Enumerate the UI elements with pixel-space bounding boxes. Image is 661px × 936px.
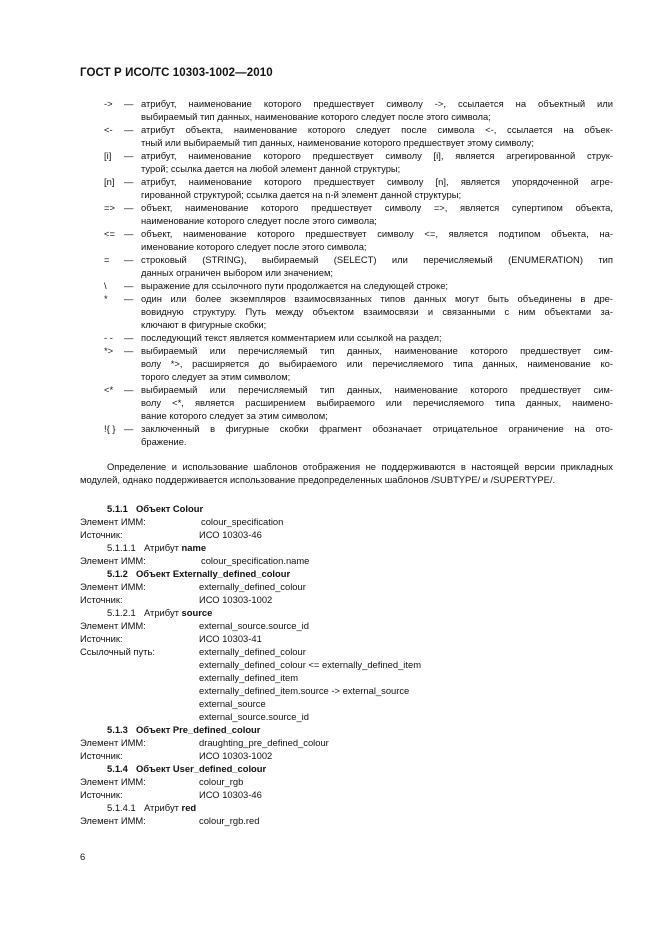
- definition-item: [0, 201, 661, 227]
- mapping-key: Источник:: [80, 594, 123, 605]
- mapping-value: draughting_pre_defined_colour: [199, 737, 329, 748]
- definition-line: волу <*, является расширением выбираемого или перечисляемого типа данных, наимено-: [141, 397, 613, 408]
- definition-line: наименование которого следует после этого символа;: [141, 215, 377, 226]
- section-title: [136, 723, 260, 736]
- definition-dash: —: [124, 254, 134, 265]
- definition-symbol: =: [104, 254, 110, 265]
- definition-item: [0, 331, 661, 344]
- section-kind: Объект: [136, 503, 171, 514]
- definition-item: [0, 383, 661, 422]
- mapping-value: external_source: [199, 698, 266, 709]
- mapping-row: [0, 619, 661, 632]
- mapping-row: [0, 632, 661, 645]
- definition-text: [141, 175, 613, 201]
- mapping-row: [0, 554, 661, 567]
- section-kind: Объект: [136, 724, 171, 735]
- definition-line: тный или выбираемый тип данных, наименование которого предшествует этому символу;: [141, 137, 535, 148]
- mapping-value: externally_defined_item: [199, 672, 299, 683]
- mapping-row: [0, 515, 661, 528]
- mapping-key: Ссылочный путь:: [80, 646, 155, 657]
- definition-symbol: - -: [104, 332, 113, 343]
- definition-symbol: [i]: [104, 150, 112, 161]
- definition-line: данных ограничен выбором или значением;: [141, 267, 334, 278]
- section-kind: Атрибут: [144, 542, 179, 553]
- section-heading: [0, 723, 661, 736]
- section-kind: Объект: [136, 763, 171, 774]
- definition-line: выражение для ссылочного пути продолжается на следующей строке;: [141, 280, 449, 291]
- mapping-value: external_source.source_id: [199, 620, 309, 631]
- definition-line: атрибут объекта, наименование которого следует после символа <-, ссылается на объек-: [141, 124, 613, 135]
- definition-line: объект, наименование которого предшествует символу <=, является подтипом объекта, на-: [141, 228, 613, 239]
- definition-dash: —: [124, 124, 134, 135]
- section-number: 5.1.2.1: [107, 607, 136, 618]
- mapping-value: colour_specification.name: [201, 555, 310, 566]
- definition-item: [0, 123, 661, 149]
- section-name: name: [181, 542, 207, 553]
- definition-item: [0, 279, 661, 292]
- definition-line: выбираемый или перечисляемый тип данных, наименование которого предшествует сим-: [141, 345, 613, 356]
- mapping-value: colour_rgb: [199, 776, 244, 787]
- definition-line: один или более экземпляров взаимосвязанных типов данных могут быть объединены в дре-: [141, 293, 613, 304]
- section-name: User_defined_colour: [172, 763, 267, 774]
- mapping-row: [0, 736, 661, 749]
- definition-dash: —: [124, 228, 134, 239]
- section-title: [136, 502, 203, 515]
- mapping-key: Элемент ИММ:: [80, 516, 146, 527]
- mapping-value: externally_defined_colour <= externally_defined_item: [199, 659, 422, 670]
- definition-text: [141, 253, 613, 279]
- definition-dash: —: [124, 332, 134, 343]
- mapping-value: externally_defined_item.source -> external_source: [199, 685, 410, 696]
- section-kind: Атрибут: [144, 802, 179, 813]
- mapping-row: [0, 814, 661, 827]
- section-name: Pre_defined_colour: [172, 724, 261, 735]
- definition-dash: —: [124, 202, 134, 213]
- definition-item: [0, 97, 661, 123]
- definition-symbol: <=: [104, 228, 115, 239]
- mapping-row: [0, 788, 661, 801]
- mapping-row: [0, 684, 661, 697]
- section-heading: [0, 606, 661, 619]
- definition-text: [141, 331, 613, 344]
- mapping-row: [0, 593, 661, 606]
- section-heading: [0, 567, 661, 580]
- section-name: source: [181, 607, 213, 618]
- section-heading: [0, 801, 661, 814]
- definition-symbol: \: [104, 280, 107, 291]
- section-number: 5.1.1.1: [107, 542, 136, 553]
- definition-item: [0, 253, 661, 279]
- definition-line: выбираемый тип данных, наименование которого следует после этого символа;: [141, 111, 491, 122]
- definition-line: гированной структурой; ссылка дается на n-й элемент данной структуры;: [141, 189, 462, 200]
- definition-item: [0, 344, 661, 383]
- definition-line: вовидную структуру. Путь между объектом взаимосвязи и связанными с ним объектами за-: [141, 306, 613, 317]
- mapping-row: [0, 671, 661, 684]
- definition-dash: —: [124, 150, 134, 161]
- definition-symbol: ->: [104, 98, 113, 109]
- definition-line: бражение.: [141, 436, 187, 447]
- mapping-value: ИСО 10303-46: [199, 789, 262, 800]
- mapping-key: Элемент ИММ:: [80, 776, 146, 787]
- section-kind: Объект: [136, 568, 171, 579]
- mapping-row: [0, 580, 661, 593]
- section-title: [136, 762, 266, 775]
- section-number: 5.1.4.1: [107, 802, 136, 813]
- definition-item: [0, 292, 661, 331]
- mapping-value: colour_specification: [201, 516, 284, 527]
- definition-line: выбираемый или перечисляемый тип данных, наименование которого предшествует сим-: [141, 384, 613, 395]
- definition-line: атрибут, наименование которого предшествует символу [i], является агрегированной струк-: [141, 150, 613, 161]
- mapping-value: colour_rgb.red: [199, 815, 260, 826]
- mapping-row: [0, 528, 661, 541]
- mapping-key: Источник:: [80, 789, 123, 800]
- definition-line: последующий текст является комментарием или ссылкой на раздел;: [141, 332, 442, 343]
- mapping-value: externally_defined_colour: [199, 581, 306, 592]
- section-number: 5.1.3: [107, 724, 128, 735]
- section-title: [144, 801, 196, 814]
- definition-symbol: !{ }: [104, 423, 116, 434]
- definition-text: [141, 201, 613, 227]
- section-heading: [0, 502, 661, 515]
- definition-line: ключают в фигурные скобки;: [141, 319, 267, 330]
- mapping-key: Источник:: [80, 529, 123, 540]
- definition-text: [141, 383, 613, 422]
- definition-text: [141, 97, 613, 123]
- sections-list: [0, 502, 661, 827]
- definition-line: вание которого следует за этим символом;: [141, 410, 328, 421]
- definition-symbol: [n]: [104, 176, 115, 187]
- definition-line: турой; ссылка дается на любой элемент данной структуры;: [141, 163, 401, 174]
- definition-text: [141, 292, 613, 331]
- section-number: 5.1.1: [107, 503, 128, 514]
- mapping-value: ИСО 10303-1002: [199, 750, 273, 761]
- mapping-row: [0, 749, 661, 762]
- definition-item: [0, 149, 661, 175]
- mapping-key: Элемент ИММ:: [80, 620, 146, 631]
- templates-paragraph: Определение и использование шаблонов отображения не поддерживаются в настоящей версии прикладных модулей, однако поддерживается использование предопределенных шаблонов /SUBTYPE/ и /SUPERTYPE/.: [80, 461, 613, 485]
- mapping-key: Источник:: [80, 633, 123, 644]
- mapping-value: externally_defined_colour: [199, 646, 306, 657]
- definition-line: атрибут, наименование которого предшествует символу ->, ссылается на объектный или: [141, 98, 613, 109]
- definition-line: строковый (STRING), выбираемый (SELECT) или перечисляемый (ENUMERATION) тип: [141, 254, 613, 265]
- definition-dash: —: [124, 176, 134, 187]
- mapping-row: [0, 710, 661, 723]
- mapping-row: [0, 697, 661, 710]
- section-kind: Атрибут: [144, 607, 179, 618]
- mapping-value: ИСО 10303-46: [199, 529, 262, 540]
- section-name: Colour: [172, 503, 204, 514]
- definition-text: [141, 149, 613, 175]
- section-number: 5.1.2: [107, 568, 128, 579]
- definition-dash: —: [124, 423, 134, 434]
- definition-dash: —: [124, 280, 134, 291]
- definition-symbol: =>: [104, 202, 115, 213]
- section-title: [144, 606, 212, 619]
- definition-text: [141, 123, 613, 149]
- section-title: [144, 541, 206, 554]
- definition-dash: —: [124, 98, 134, 109]
- mapping-key: Элемент ИММ:: [80, 555, 146, 566]
- page-number: 6: [80, 851, 86, 862]
- mapping-value: ИСО 10303-1002: [199, 594, 273, 605]
- definition-text: [141, 279, 613, 292]
- definition-line: объект, наименование которого предшествует символу =>, является супертипом объекта,: [141, 202, 613, 213]
- definition-line: именование которого следует после этого символа;: [141, 241, 367, 252]
- section-name: red: [181, 802, 197, 813]
- section-heading: [0, 762, 661, 775]
- section-number: 5.1.4: [107, 763, 128, 774]
- definition-symbol: *>: [104, 345, 114, 356]
- mapping-value: external_source.source_id: [199, 711, 309, 722]
- mapping-value: ИСО 10303-41: [199, 633, 262, 644]
- page-header: ГОСТ Р ИСО/ТС 10303-1002—2010: [80, 67, 273, 79]
- definition-dash: —: [124, 345, 134, 356]
- definition-symbol: *: [104, 293, 108, 304]
- definition-item: [0, 422, 661, 448]
- definition-symbol: <*: [104, 384, 114, 395]
- mapping-row: [0, 775, 661, 788]
- definitions-list: [0, 97, 661, 448]
- section-name: Externally_defined_colour: [172, 568, 291, 579]
- definition-line: волу *>, расширяется до выбираемого или перечисляемого типа данных, наименование ко-: [141, 358, 613, 369]
- definition-item: [0, 175, 661, 201]
- mapping-key: Элемент ИММ:: [80, 815, 146, 826]
- definition-line: атрибут, наименование которого предшествует символу [n], является упорядоченной агре-: [141, 176, 613, 187]
- definition-text: [141, 227, 613, 253]
- definition-text: [141, 344, 613, 383]
- mapping-key: Источник:: [80, 750, 123, 761]
- definition-dash: —: [124, 293, 134, 304]
- mapping-row: [0, 645, 661, 658]
- definition-text: [141, 422, 613, 448]
- section-title: [136, 567, 290, 580]
- definition-line: заключенный в фигурные скобки фрагмент обозначает отрицательное ограничение на ото-: [141, 423, 613, 434]
- definition-symbol: <-: [104, 124, 113, 135]
- mapping-key: Элемент ИММ:: [80, 737, 146, 748]
- definition-item: [0, 227, 661, 253]
- definition-dash: —: [124, 384, 134, 395]
- mapping-key: Элемент ИММ:: [80, 581, 146, 592]
- mapping-row: [0, 658, 661, 671]
- definition-line: торого следует за этим символом;: [141, 371, 291, 382]
- section-heading: [0, 541, 661, 554]
